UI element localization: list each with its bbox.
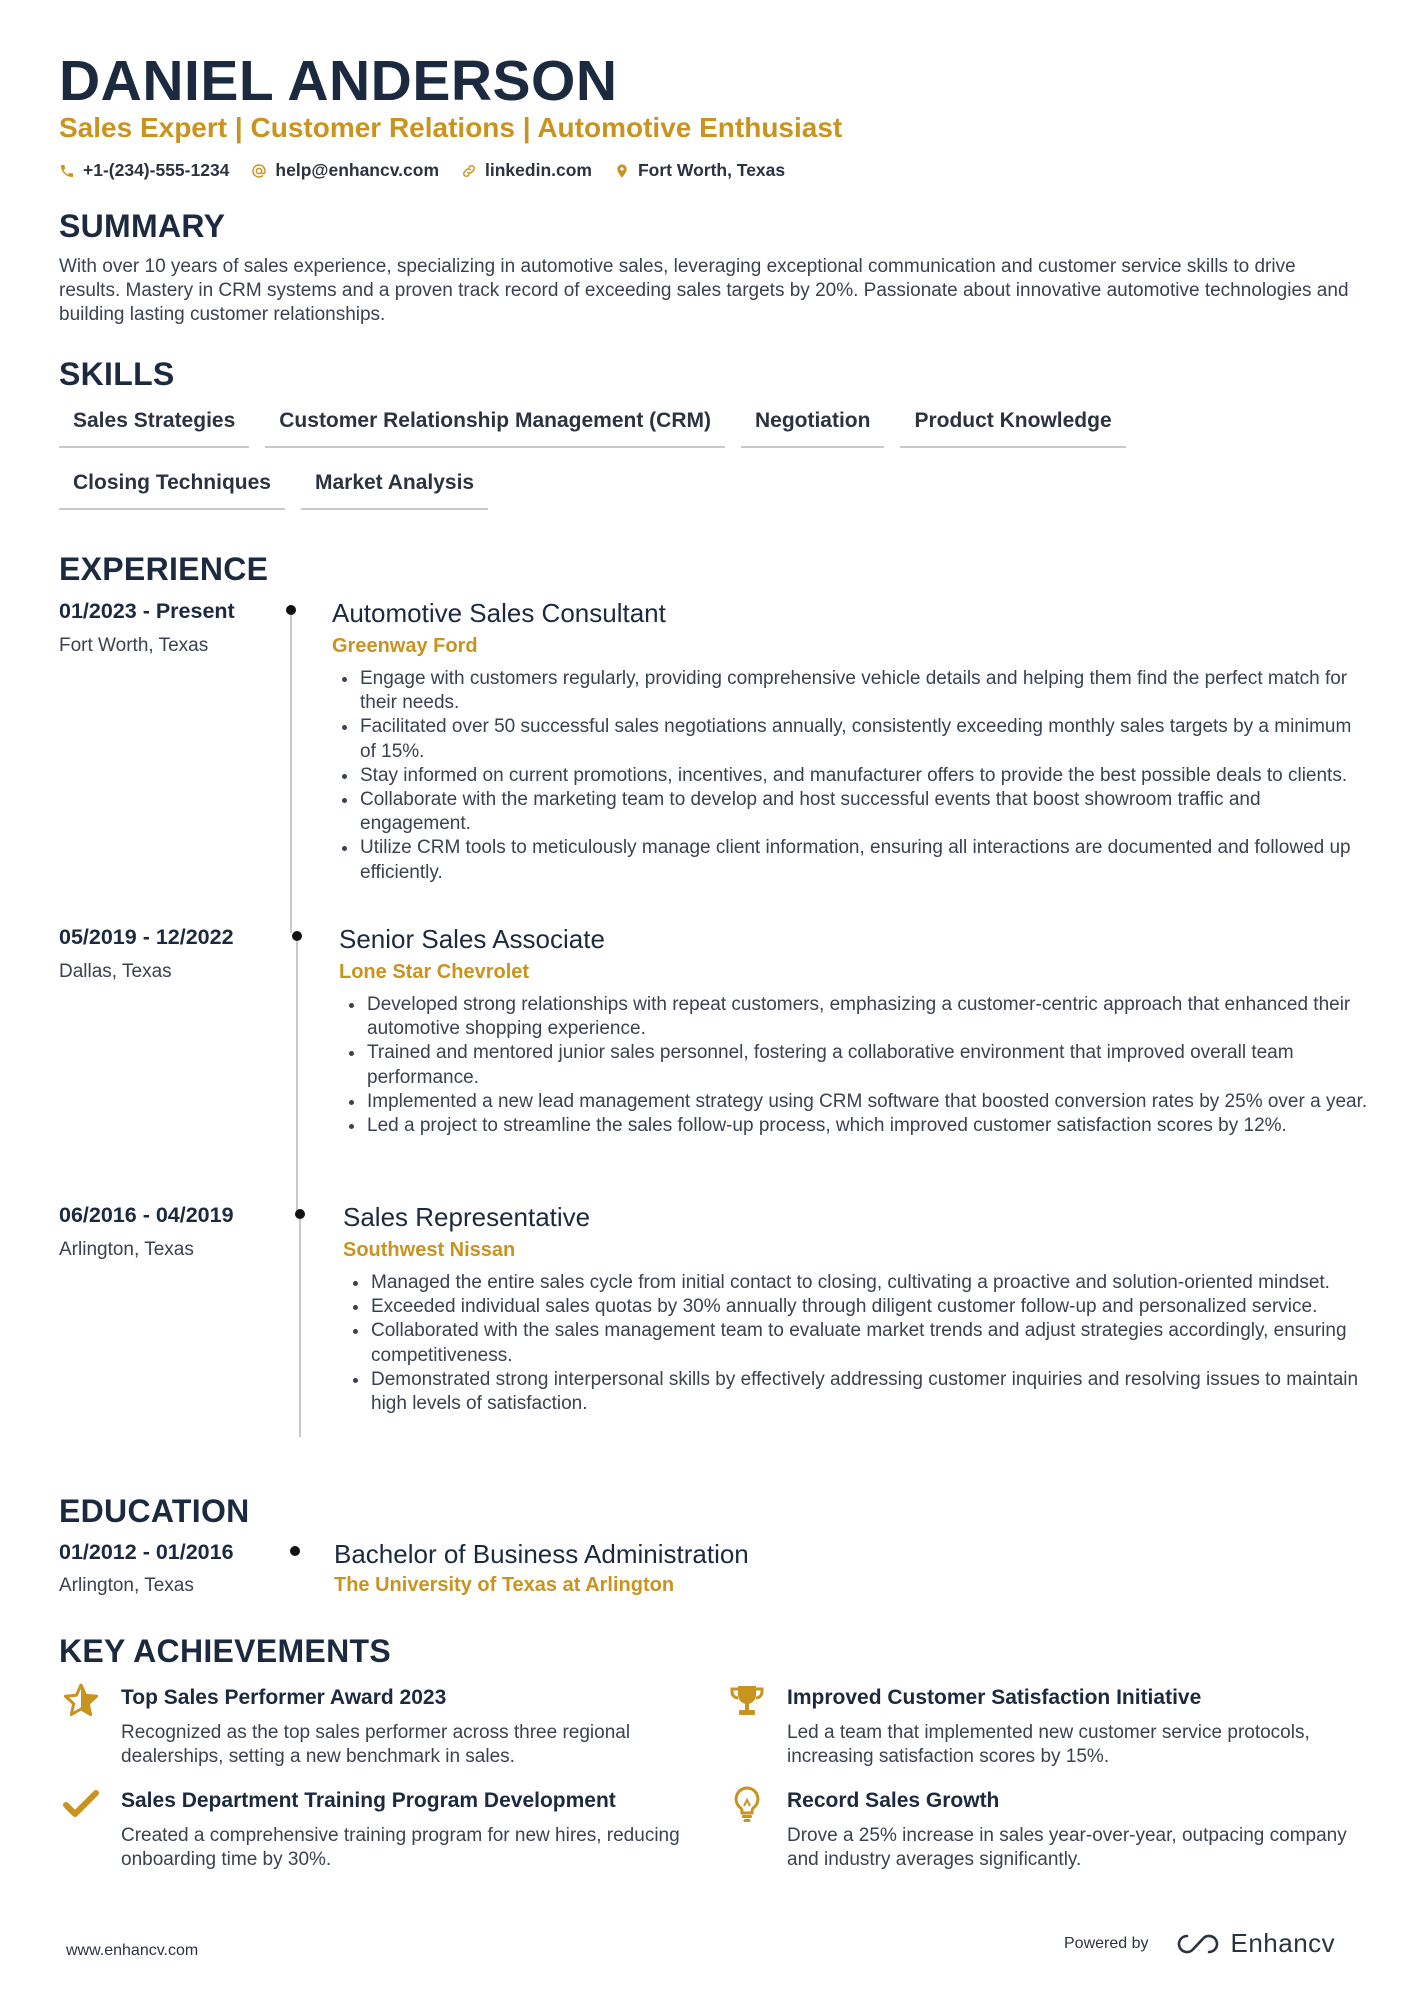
timeline-line [290, 615, 292, 933]
contact-phone-text: +1-(234)-555-1234 [83, 160, 230, 180]
skills-list [59, 408, 1159, 510]
achievement-desc: Recognized as the top sales performer across three regional dealerships, setting a new benchmark in sales. [121, 1722, 631, 1767]
job-bullet: Facilitated over 50 successful sales negotiations annually, consistently exceeding monthly sales targets by a minimum of 15%. [332, 715, 1362, 763]
powered-by-label: Powered by [1064, 1934, 1149, 1952]
skill-tag: Closing Techniques [59, 470, 285, 510]
skill-tag: Market Analysis [301, 470, 488, 510]
summary-heading: SUMMARY [59, 208, 226, 244]
skill-tag: Product Knowledge [900, 408, 1125, 448]
job-bullet: Demonstrated strong interpersonal skills by effectively addressing customer inquiries and resolving issues to maintain high levels of satisfaction. [343, 1368, 1369, 1416]
job-bullet: Exceeded individual sales quotas by 30% annually through diligent customer follow-up and personalized service. [343, 1295, 1369, 1319]
timeline-dot [290, 1546, 300, 1556]
contact-email[interactable] [251, 160, 439, 181]
company-name: Southwest Nissan [343, 1239, 516, 1261]
candidate-name: DANIEL ANDERSON [59, 49, 618, 113]
timeline-dot [286, 605, 296, 615]
job-bullet: Utilize CRM tools to meticulously manage client information, ensuring all interactions are documented and followed up efficiently. [332, 836, 1362, 884]
at-icon [251, 163, 267, 179]
phone-icon [59, 163, 75, 179]
skill-tag: Sales Strategies [59, 408, 249, 448]
job-bullet: Trained and mentored junior sales personnel, fostering a collaborative environment that improved overall team performance. [339, 1041, 1369, 1089]
experience-location: Arlington, Texas [59, 1239, 194, 1260]
brand-name: Enhancv [1230, 1928, 1336, 1958]
company-name: Greenway Ford [332, 635, 478, 657]
degree-title: Bachelor of Business Administration [334, 1539, 749, 1569]
contact-linkedin[interactable] [461, 160, 592, 181]
contact-linkedin-text: linkedin.com [485, 160, 592, 180]
company-name: Lone Star Chevrolet [339, 961, 530, 983]
achievement-desc: Created a comprehensive training program for new hires, reducing onboarding time by 30%. [121, 1825, 680, 1870]
timeline-dot [295, 1209, 305, 1219]
experience-dates: 05/2019 - 12/2022 [59, 925, 234, 949]
checkmark-icon [61, 1784, 101, 1824]
job-bullets [339, 993, 1369, 1138]
job-bullet: Collaborate with the marketing team to develop and host successful events that boost showroom traffic and engagement. [332, 788, 1362, 836]
job-bullet: Led a project to streamline the sales follow-up process, which improved customer satisfaction scores by 12%. [339, 1114, 1369, 1138]
job-bullets [332, 667, 1362, 885]
school-name: The University of Texas at Arlington [334, 1574, 675, 1596]
experience-location: Fort Worth, Texas [59, 635, 209, 656]
star-icon [61, 1681, 101, 1721]
summary-text: With over 10 years of sales experience, specializing in automotive sales, leveraging exceptional communication and customer service skills to drive results. Mastery in CRM systems and a proven track record of exceeding sales targets by 20%. Passionate about innovative automotive technologies and building lasting customer relationships. [59, 256, 1349, 325]
education-dates: 01/2012 - 01/2016 [59, 1540, 234, 1564]
experience-body [332, 597, 1362, 885]
education-heading: EDUCATION [59, 1493, 250, 1529]
job-bullet: Collaborated with the sales management team to evaluate market trends and adjust strategies accordingly, ensuring competitiveness. [343, 1319, 1369, 1367]
job-title: Automotive Sales Consultant [332, 598, 666, 628]
job-bullets [343, 1271, 1369, 1416]
education-body [334, 1538, 1334, 1598]
job-title: Senior Sales Associate [339, 924, 605, 954]
achievement-title: Improved Customer Satisfaction Initiative [787, 1686, 1202, 1709]
achievement-title: Top Sales Performer Award 2023 [121, 1686, 447, 1709]
timeline-line [296, 941, 298, 1211]
location-pin-icon [614, 163, 630, 179]
contact-location-text: Fort Worth, Texas [637, 160, 786, 180]
experience-entry [59, 1201, 1359, 1471]
skill-tag: Customer Relationship Management (CRM) [265, 408, 725, 448]
skills-heading: SKILLS [59, 356, 175, 392]
enhancv-logo-icon [1175, 1932, 1221, 1956]
footer-website-link[interactable]: www.enhancv.com [66, 1942, 199, 1959]
achievement-desc: Drove a 25% increase in sales year-over-year, outpacing company and industry averages significantly. [787, 1825, 1347, 1870]
education-location: Arlington, Texas [59, 1575, 194, 1596]
experience-heading: EXPERIENCE [59, 551, 269, 587]
candidate-headline: Sales Expert | Customer Relations | Automotive Enthusiast [59, 112, 843, 143]
experience-location: Dallas, Texas [59, 961, 172, 982]
achievement-title: Record Sales Growth [787, 1789, 1000, 1812]
achievement-desc: Led a team that implemented new customer service protocols, increasing satisfaction scores by 15%. [787, 1722, 1310, 1767]
experience-entry [59, 923, 1368, 1193]
contact-phone[interactable] [59, 160, 229, 181]
experience-entry [59, 597, 1359, 917]
timeline-dot [292, 931, 302, 941]
contact-bar [59, 160, 785, 181]
contact-email-text: help@enhancv.com [275, 160, 440, 180]
job-bullet: Implemented a new lead management strategy using CRM software that boosted conversion rates by 25% over a year. [339, 1090, 1369, 1114]
experience-dates: 01/2023 - Present [59, 599, 235, 623]
job-bullet: Engage with customers regularly, providing comprehensive vehicle details and helping them find the perfect match for their needs. [332, 667, 1362, 715]
trophy-icon [727, 1681, 767, 1721]
achievements-heading: KEY ACHIEVEMENTS [59, 1633, 391, 1669]
skill-tag: Negotiation [741, 408, 885, 448]
link-icon [461, 163, 477, 179]
footer-branding [1064, 1928, 1335, 1959]
experience-body [343, 1201, 1369, 1416]
job-bullet: Managed the entire sales cycle from initial contact to closing, cultivating a proactive and solution-oriented mindset. [343, 1271, 1369, 1295]
job-bullet: Developed strong relationships with repeat customers, emphasizing a customer-centric approach that enhanced their automotive shopping experience. [339, 993, 1369, 1041]
brand-logo[interactable] [1175, 1928, 1336, 1959]
achievement-title: Sales Department Training Program Development [121, 1789, 616, 1812]
timeline-line [299, 1219, 301, 1437]
lightbulb-icon [727, 1784, 767, 1824]
job-bullet: Stay informed on current promotions, incentives, and manufacturer offers to provide the best possible deals to clients. [332, 764, 1362, 788]
experience-body [339, 923, 1369, 1138]
job-title: Sales Representative [343, 1202, 591, 1232]
education-entry [59, 1538, 1359, 1608]
experience-dates: 06/2016 - 04/2019 [59, 1203, 234, 1227]
contact-location [614, 160, 785, 181]
